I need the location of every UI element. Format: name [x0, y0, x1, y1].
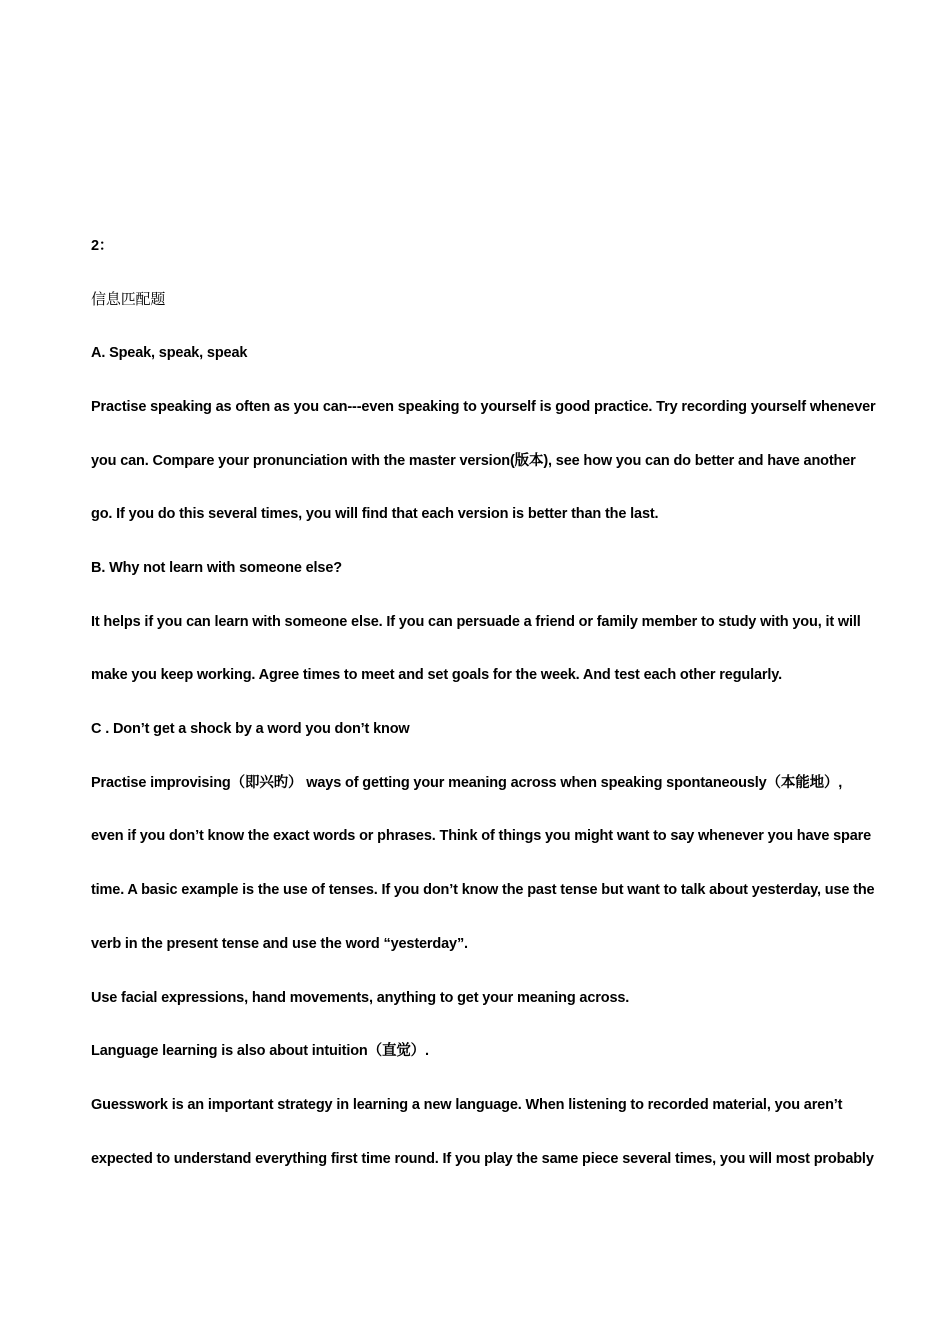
paragraph-line: verb in the present tense and use the word “yesterday”.: [91, 936, 468, 952]
paragraph-line: expected to understand everything first time round. If you play the same piece several times, you will most probably: [91, 1151, 874, 1167]
paragraph-line: Guesswork is an important strategy in learning a new language. When listening to recorded material, you aren’t: [91, 1097, 843, 1113]
paragraph-line: It helps if you can learn with someone else. If you can persuade a friend or family member to study with you, it will: [91, 614, 861, 630]
heading-b: B. Why not learn with someone else?: [91, 560, 342, 576]
paragraph-line: time. A basic example is the use of tenses. If you don’t know the past tense but want to talk about yesterday, use the: [91, 882, 875, 898]
section-title: 信息匹配题: [91, 291, 166, 308]
paragraph-line: Use facial expressions, hand movements, anything to get your meaning across.: [91, 990, 630, 1006]
paragraph-line: make you keep working. Agree times to meet and set goals for the week. And test each other regularly.: [91, 667, 782, 683]
question-number: 2：: [91, 238, 114, 254]
heading-a: A. Speak, speak, speak: [91, 345, 248, 361]
paragraph-line: Practise speaking as often as you can---even speaking to yourself is good practice. Try recording yourself whenever: [91, 399, 876, 415]
paragraph-line: go. If you do this several times, you will find that each version is better than the last.: [91, 506, 659, 522]
paragraph-line: even if you don’t know the exact words or phrases. Think of things you might want to say whenever you have spare: [91, 828, 872, 844]
subheading-intuition: Language learning is also about intuition（直觉）.: [91, 1043, 429, 1059]
heading-c: C . Don’t get a shock by a word you don’t know: [91, 721, 410, 737]
paragraph-line: you can. Compare your pronunciation with the master version(版本), see how you can do better and have another: [91, 453, 856, 469]
paragraph-line: Practise improvising（即兴旳） ways of getting your meaning across when speaking spontaneously（本能地）,: [91, 775, 843, 791]
